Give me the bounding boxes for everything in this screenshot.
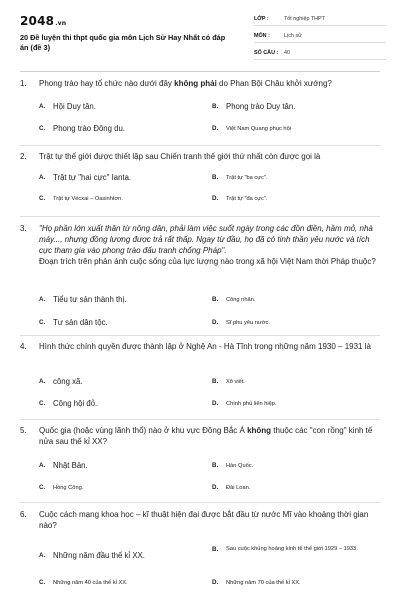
answer-c[interactable]: C. Trật tự Vécxai – Oasinhtơn. bbox=[39, 195, 123, 202]
answer-a[interactable]: A. Tiểu tư sản thành thị. bbox=[39, 295, 127, 304]
question-text: "Họ phần lớn xuất thân từ nông dân, phải làm việc suốt ngày trong các đồn điền, hầm mỏ, nhà máy..., nhưng đồng lương được trả rất thấp. Ngay từ đầu, họ đã có tinh thần yêu nước và tích cực tham gia vào phong trào đấu tranh chống Pháp". Đoạn trích trên phản ánh cuộc sống của lực lượng nào trong xã hội Việt Nam thời Pháp thuộc? bbox=[39, 224, 376, 266]
meta-info bbox=[254, 14, 386, 65]
answer-b[interactable]: B. Sau cuộc khủng hoảng kinh tế thế giới 1929 – 1933. bbox=[212, 545, 358, 553]
question-text: Trật tự thế giới được thiết lập sau Chiến tranh thế giới thứ nhất còn được gọi là bbox=[39, 152, 321, 161]
page-title: 20 Đề luyện thi thpt quốc gia môn Lịch Sử Hay Nhất có đáp án (đề 3) bbox=[20, 33, 226, 52]
answer-c[interactable]: C. Công hội đỏ. bbox=[39, 399, 98, 408]
answer-d[interactable]: D. Trật tự "đa cực". bbox=[212, 195, 268, 202]
answer-d[interactable]: D. Việt Nam Quang phục hội bbox=[212, 125, 292, 132]
answer-c[interactable]: C. Những năm 40 của thế kỉ XX. bbox=[39, 579, 128, 586]
header bbox=[0, 0, 400, 70]
meta-count: SỐ CÂU : 40 bbox=[254, 48, 386, 60]
header-divider bbox=[20, 71, 380, 72]
question-text: Phong trào hay tổ chức nào dưới đây không phải do Phan Bội Châu khởi xướng? bbox=[39, 79, 332, 88]
question-divider bbox=[20, 145, 380, 146]
question-text: Hình thức chính quyền được thành lập ở Nghệ An - Hà Tĩnh trong những năm 1930 – 1931 là bbox=[39, 342, 371, 351]
meta-class: LỚP : Tốt nghiệp THPT bbox=[254, 14, 386, 26]
answer-a[interactable]: A. Những năm đầu thế kỉ XX. bbox=[39, 551, 145, 560]
answer-a[interactable]: A. Nhật Bản. bbox=[39, 461, 88, 470]
question-text: Quốc gia (hoặc vùng lãnh thổ) nào ở khu vực Đông Bắc Á không thuộc các "con rồng" kinh tế nửa sau thế kỉ XX? bbox=[39, 426, 373, 446]
question-divider bbox=[20, 216, 380, 217]
answer-a[interactable]: A. công xã. bbox=[39, 377, 83, 386]
answer-a[interactable]: A. Hội Duy tân. bbox=[39, 102, 96, 111]
answer-d[interactable]: D. Sĩ phu yêu nước. bbox=[212, 319, 270, 326]
answer-b[interactable]: B. Hàn Quốc. bbox=[212, 462, 254, 469]
quote-text: "Họ phần lớn xuất thân từ nông dân, phải làm việc suốt ngày trong các đồn điền, hầm mỏ, nhà máy..., nhưng đồng lương được trả rất thấp. Ngay từ đầu, họ đã có tinh thần yêu nước và tích cực tham gia vào phong trào đấu tranh chống Pháp". bbox=[39, 224, 373, 255]
question-text: Cuộc cách mạng khoa học – kĩ thuật hiện đại được bắt đầu từ nước Mĩ vào khoảng thời gian nào? bbox=[39, 510, 369, 530]
question-divider bbox=[20, 335, 380, 336]
answer-b[interactable]: B. Xô viết. bbox=[212, 378, 245, 385]
answer-b[interactable]: B. Trật tự "ba cực". bbox=[212, 174, 268, 181]
answer-d[interactable]: D. Chính phủ liên hiệp. bbox=[212, 400, 277, 407]
answer-c[interactable]: C. Tư sản dân tộc. bbox=[39, 318, 108, 327]
answer-b[interactable]: B. Công nhân. bbox=[212, 296, 256, 303]
answer-c[interactable]: C. Phong trào Đông du. bbox=[39, 124, 125, 133]
question-divider bbox=[20, 419, 380, 420]
site-logo[interactable]: 2048.vn bbox=[20, 14, 67, 28]
answer-c[interactable]: C. Hồng Công. bbox=[39, 484, 84, 491]
question-divider bbox=[20, 502, 380, 503]
meta-subject: MÔN : Lịch sử bbox=[254, 31, 386, 43]
answer-b[interactable]: B. Phong trào Duy tân. bbox=[212, 102, 296, 111]
question-number: 1. bbox=[20, 79, 27, 88]
answer-d[interactable]: D. Những năm 70 của thế kỉ XX. bbox=[212, 579, 301, 586]
exam-page: 2048.vn 20 Đề luyện thi thpt quốc gia môn Lịch Sử Hay Nhất có đáp án (đề 3) LỚP : Tốt nghiệp THPT MÔN : Lịch sử SỐ CÂU : 40 1. Phong trào hay tổ chức nào dưới đây không phải do Phan Bội Châu khởi xướng? A. Hội Duy tân. B. Phong trào Duy tân. C. Phong trào Đông du. D. Việt Nam Quang phục hội 2. Trật tự thế giới được thiết lập sau Chiến tranh thế giới thứ nhất còn được gọi là A. Trật tự "hai cực" Ianta. B. Trật tự "ba cực". C. Trật tự Vécxai – Oasinhtơn. D. Trật tự "đa cực". 3. "Họ phần lớn xuất thân từ nông dân, phải làm việc suốt ngày trong các đồn điền, hầm mỏ, nhà máy..., nhưng đồng lương được trả rất thấp. Ngay từ đầu, họ đã có tinh thần yêu nước và tích cực tham gia vào phong trào đấu tranh chống Pháp". Đoạn trích trên phản ánh cuộc sống của lực lượng nào trong xã hội Việt Nam thời Pháp thuộc? A. Tiểu tư sản thành thị. B. Công nhân. C. Tư sản dân tộc. D. Sĩ phu yêu nước. 4. Hình thức chính quyền được thành lập ở Nghệ An - Hà Tĩnh trong những năm 1930 – 1931 là A. công xã. B. Xô viết. C. Công hội đỏ. D. Chính phủ liên hiệp. 5. Quốc gia (hoặc vùng lãnh thổ) nào ở khu vực Đông Bắc Á không thuộc các "con rồng" kinh tế nửa sau thế kỉ XX? A. Nhật Bản. B. Hàn Quốc. C. Hồng Công. D. Đài Loan. 6. Cuộc cách mạng khoa học – kĩ thuật hiện đại được bắt đầu từ nước Mĩ vào khoảng thời gian nào? A. Những năm đầu thế kỉ XX. B. Sau cuộc khủng hoảng kinh tế thế giới 1929 – 1933. C. Những năm 40 của thế kỉ XX. D. Những năm 70 của thế kỉ XX. bbox=[0, 0, 400, 600]
answer-a[interactable]: A. Trật tự "hai cực" Ianta. bbox=[39, 173, 132, 182]
answer-d[interactable]: D. Đài Loan. bbox=[212, 484, 251, 491]
